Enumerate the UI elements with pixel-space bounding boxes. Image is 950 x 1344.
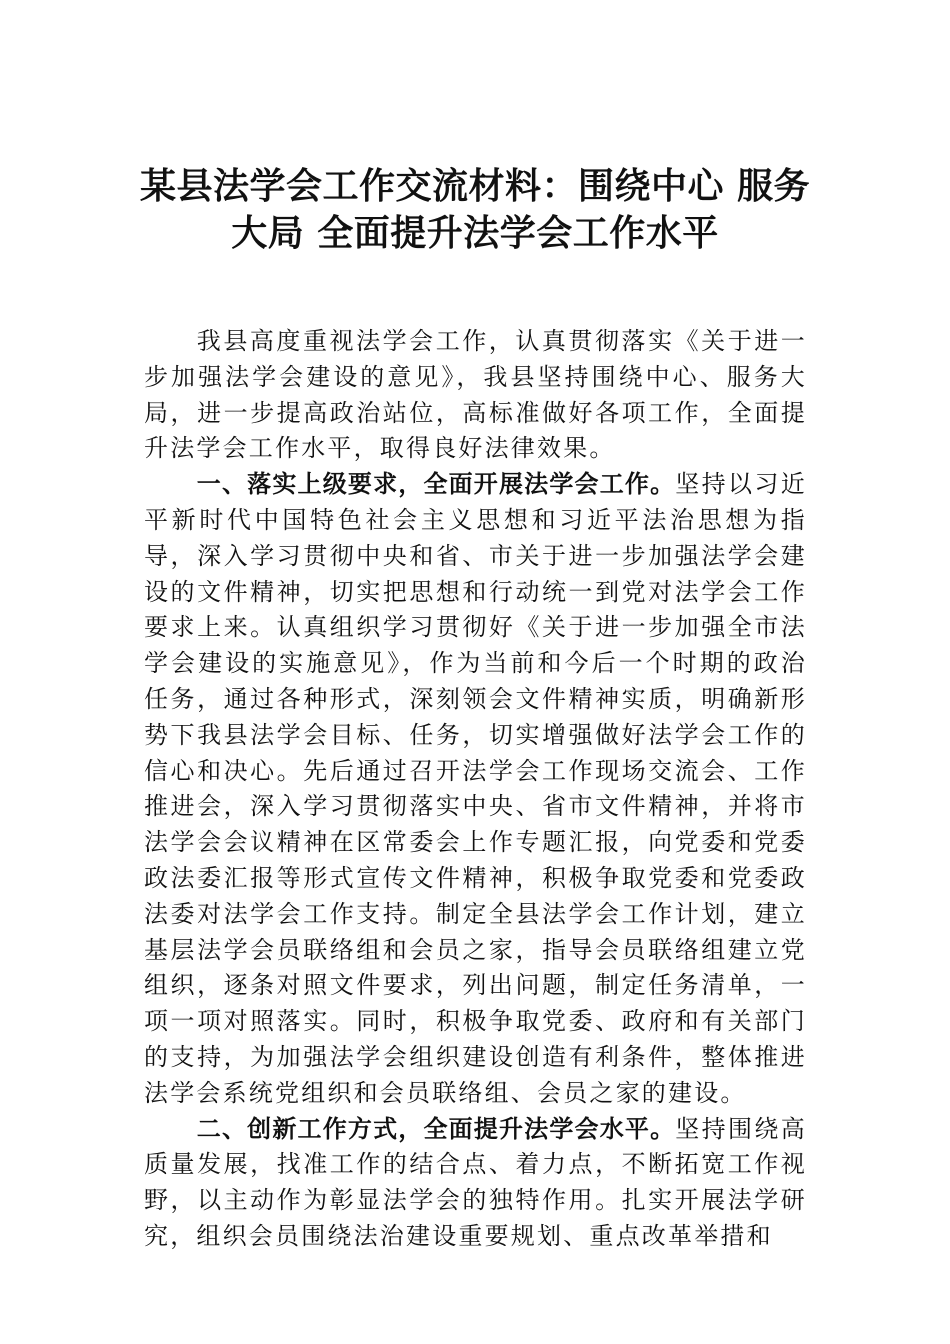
paragraph-intro xyxy=(144,324,807,467)
section-2-heading: 二、创新工作方式，全面提升法学会水平。 xyxy=(196,1114,676,1143)
paragraph-section-1 xyxy=(144,467,807,1111)
paragraph-section-2 xyxy=(144,1112,807,1255)
section-1-text: 坚持以习近平新时代中国特色社会主义思想和习近平法治思想为指导，深入学习贯彻中央和省、市关于进一步加强法学会建设的文件精神，切实把思想和行动统一到党对法学会工作要求上来。认真组织学习贯彻好《关于进一步加强全市法学会建设的实施意见》，作为当前和今后一个时期的政治任务，通过各种形式，深刻领会文件精神实质，明确新形势下我县法学会目标、任务，切实增强做好法学会工作的信心和决心。先后通过召开法学会工作现场交流会、工作推进会，深入学习贯彻落实中央、省市文件精神，并将市法学会会议精神在区常委会上作专题汇报，向党委和党委政法委汇报等形式宣传文件精神，积极争取党委和党委政法委对法学会工作支持。制定全县法学会工作计划，建立基层法学会员联络组和会员之家，指导会员联络组建立党组织，逐条对照文件要求，列出问题，制定任务清单，一项一项对照落实。同时，积极争取党委、政府和有关部门的支持，为加强法学会组织建设创造有利条件，整体推进法学会系统党组织和会员联络组、会员之家的建设。 xyxy=(144,470,808,1107)
document-body xyxy=(144,324,807,1255)
section-1-heading: 一、落实上级要求，全面开展法学会工作。 xyxy=(196,470,676,499)
document-title-line-2: 大局 全面提升法学会工作水平 xyxy=(231,212,719,254)
section-2-text: 坚持围绕高质量发展，找准工作的结合点、着力点，不断拓宽工作视野，以主动作为彰显法学会的独特作用。扎实开展法学研究，组织会员围绕法治建设重要规划、重点改革举措和 xyxy=(144,1114,808,1250)
paragraph-intro-text: 我县高度重视法学会工作，认真贯彻落实《关于进一步加强法学会建设的意见》，我县坚持围绕中心、服务大局，进一步提高政治站位，高标准做好各项工作，全面提升法学会工作水平，取得良好法律效果。 xyxy=(144,327,807,463)
document-title-line-1: 某县法学会工作交流材料：围绕中心 服务 xyxy=(139,165,811,207)
